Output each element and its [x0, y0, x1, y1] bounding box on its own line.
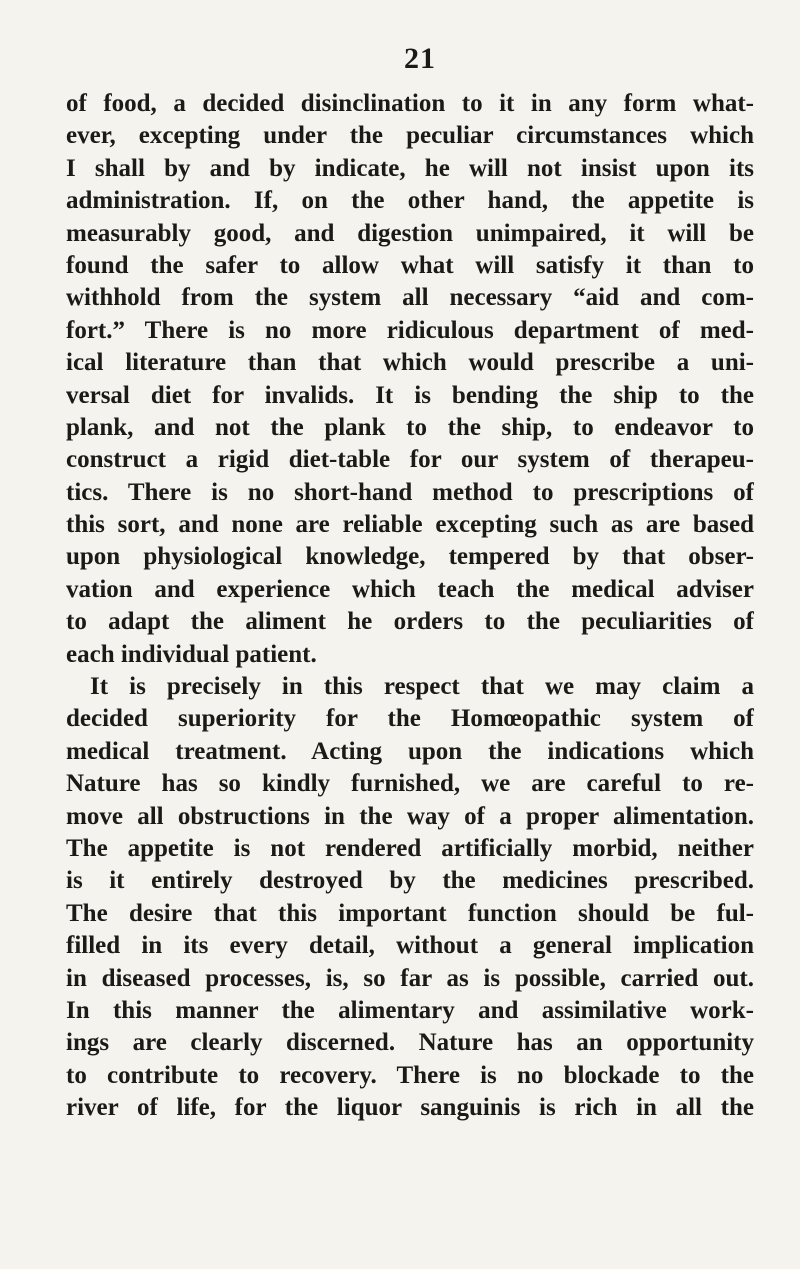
text-line: ever, excepting under the peculiar circumstances which [66, 122, 754, 150]
text-line: in diseased processes, is, so far as is possible, carried out. [66, 964, 754, 992]
text-line: withhold from the system all necessary “aid and com- [66, 284, 754, 312]
text-line: of food, a decided disinclination to it in any form what- [66, 90, 754, 117]
body-text [66, 88, 754, 1125]
text-line: filled in its every detail, without a general implication [66, 932, 754, 960]
text-line: medical treatment. Acting upon the indications which [66, 737, 754, 765]
text-line: versal diet for invalids. It is bending the ship to the [66, 381, 754, 409]
text-line: move all obstructions in the way of a proper alimentation. [66, 802, 754, 830]
text-line: vation and experience which teach the medical adviser [66, 575, 754, 603]
text-line: Nature has so kindly furnished, we are careful to re- [66, 770, 754, 798]
page-number: 21 [404, 42, 436, 75]
text-line: decided superiority for the Homœopathic system of [66, 705, 754, 733]
text-line: The appetite is not rendered artificially morbid, neither [66, 834, 754, 862]
text-line: to adapt the aliment he orders to the peculiarities of [66, 608, 754, 636]
text-line: to contribute to recovery. There is no blockade to the [66, 1061, 754, 1089]
text-line: tics. There is no short-hand method to prescriptions of [66, 478, 754, 506]
text-line: is it entirely destroyed by the medicines prescribed. [66, 867, 754, 895]
text-line: found the safer to allow what will satisfy it than to [66, 251, 754, 279]
text-line: In this manner the alimentary and assimilative work- [66, 996, 754, 1024]
paragraph-end-line: each individual patient. [66, 640, 317, 668]
text-line: upon physiological knowledge, tempered by that obser- [66, 543, 754, 571]
text-line: administration. If, on the other hand, the appetite is [66, 187, 754, 215]
text-line: fort.” There is no more ridiculous department of med- [66, 316, 754, 344]
text-line: measurably good, and digestion unimpaired, it will be [66, 219, 754, 247]
paragraph-start-line: It is precisely in this respect that we may claim a [90, 673, 754, 701]
text-line: plank, and not the plank to the ship, to endeavor to [66, 413, 754, 441]
text-line: river of life, for the liquor sanguinis is rich in all the [66, 1094, 754, 1122]
text-line: The desire that this important function should be ful- [66, 899, 754, 927]
text-line: construct a rigid diet-table for our system of therapeu- [66, 446, 754, 474]
text-line: ical literature than that which would prescribe a uni- [66, 349, 754, 377]
text-line: ings are clearly discerned. Nature has an opportunity [66, 1029, 754, 1057]
text-line: this sort, and none are reliable excepting such as are based [66, 511, 754, 539]
text-line: I shall by and by indicate, he will not insist upon its [66, 154, 754, 182]
